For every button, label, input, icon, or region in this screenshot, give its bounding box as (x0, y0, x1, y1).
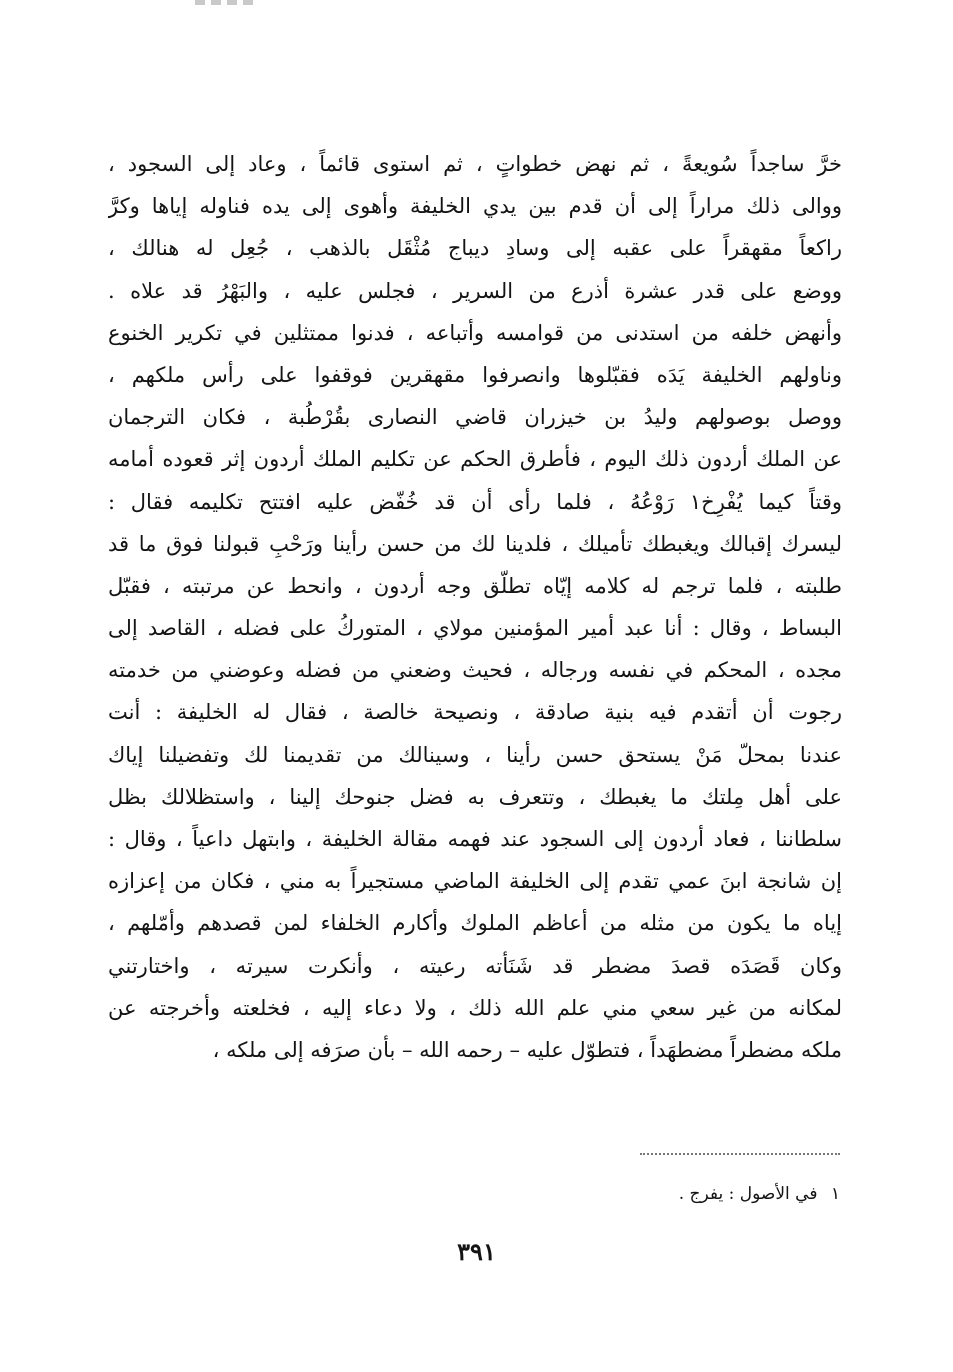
footnote-separator (640, 1153, 840, 1155)
text-line: سلطاننا ، فعاد أردون إلى السجود عند فهمه مقالة الخليفة ، وابتهل داعياً ، وقال : (108, 827, 842, 851)
top-edge-mark (195, 0, 257, 5)
text-line: ووضع على قدر عشرة أذرع من السرير ، فجلس عليه ، والبَهْرُ قد علاه . (108, 278, 842, 303)
text-line: ووالى ذلك مراراً إلى أن قدم بين يدي الخليفة وأهوى إلى يده فناوله إياها وكرَّ (108, 194, 842, 219)
text-line: وكان قَصَدَه قصدَ مضطر قد شَنَأته رعيته ، وأنكرت سيرته ، واختارتني (108, 953, 842, 978)
text-line: خرَّ ساجداً سُويعةً ، ثم نهض خطواتٍ ، ثم استوى قائماً ، وعاد إلى السجود ، (108, 152, 842, 176)
footnote-text: في الأصول : يفرج . (678, 1184, 818, 1204)
footnote-marker: ١ (830, 1184, 840, 1204)
text-line: مجده ، المحكم في نفسه ورجاله ، فحيث وضعني من فضله وعوضني من خدمته (108, 658, 842, 683)
text-line: ووصل بوصولهم وليدُ بن خيزران قاضي النصارى بقُرْطُبة ، فكان الترجمان (108, 405, 842, 430)
text-line: طلبته ، فلما ترجم له كلامه إيّاه تطلّق وجه أردون ، وانحط عن مرتبته ، فقبّل (108, 573, 842, 598)
text-line: رجوت أن أتقدم فيه بنية صادقة ، ونصيحة خالصة ، فقال له الخليفة : أنت (108, 700, 842, 725)
text-line: لمكانه من غير سعي مني علم الله ذلك ، ولا دعاء إليه ، فخلعته وأخرجته عن (108, 995, 842, 1020)
text-line: وناولهم الخليفة يَدَه فقبّلوها وانصرفوا مقهقرين فوقفوا على رأس ملكهم ، (108, 362, 842, 387)
text-line: وأنهض خلفه من استدنى من قوامسه وأتباعه ، فدنوا ممتثلين في تكرير الخنوع (108, 320, 842, 345)
text-line: البساط ، وقال : أنا عبد أمير المؤمنين مولاي ، المتوركُ على فضله ، القاصد إلى (108, 616, 842, 641)
page-number: ٣٩١ (457, 1237, 496, 1266)
page-body (108, 143, 842, 1071)
text-line: عندنا بمحلّ مَنْ يستحق حسن رأينا ، وسينالك من تقديمنا لك وتفضيلنا إياك (108, 742, 842, 767)
footnote (679, 1180, 840, 1208)
text-line: عن الملك أردون ذلك اليوم ، فأطرق الحكم عن تكليم الملك أردون إثر قعوده أمامه (108, 447, 842, 472)
text-line: على أهل مِلتك ما يغبطك ، وتتعرف به فضل جنوحك إلينا ، واستظلالك بظل (108, 784, 842, 809)
text-line: ملكه مضطراً مضطهَداً ، فتطوّل عليه – رحمه الله – بأن صرَفه إلى ملكه ، (212, 1037, 842, 1062)
text-line: وقتاً كيما يُفْرِخ١ رَوْعُهُ ، فلما رأى أن قد خُفّض عليه افتتح تكليمه فقال : (108, 489, 842, 514)
text-line: إن شانجة ابنَ عمي تقدم إلى الخليفة الماضي مستجيراً به مني ، فكان من إعزازه (108, 869, 842, 894)
text-line: ليسرك إقبالك ويغبطك تأميلك ، فلدينا لك من حسن رأينا ورَحْبِ قبولنا فوق ما قد (108, 531, 842, 556)
text-line: إياه ما يكون من مثله من أعاظم الملوك وأكارم الخلفاء لمن قصدهم وأمّلهم ، (108, 911, 842, 936)
text-line: راكعاً مقهقراً على عقبه إلى وسادِ ديباج مُثْقَل بالذهب ، جُعِل له هنالك ، (108, 236, 842, 261)
